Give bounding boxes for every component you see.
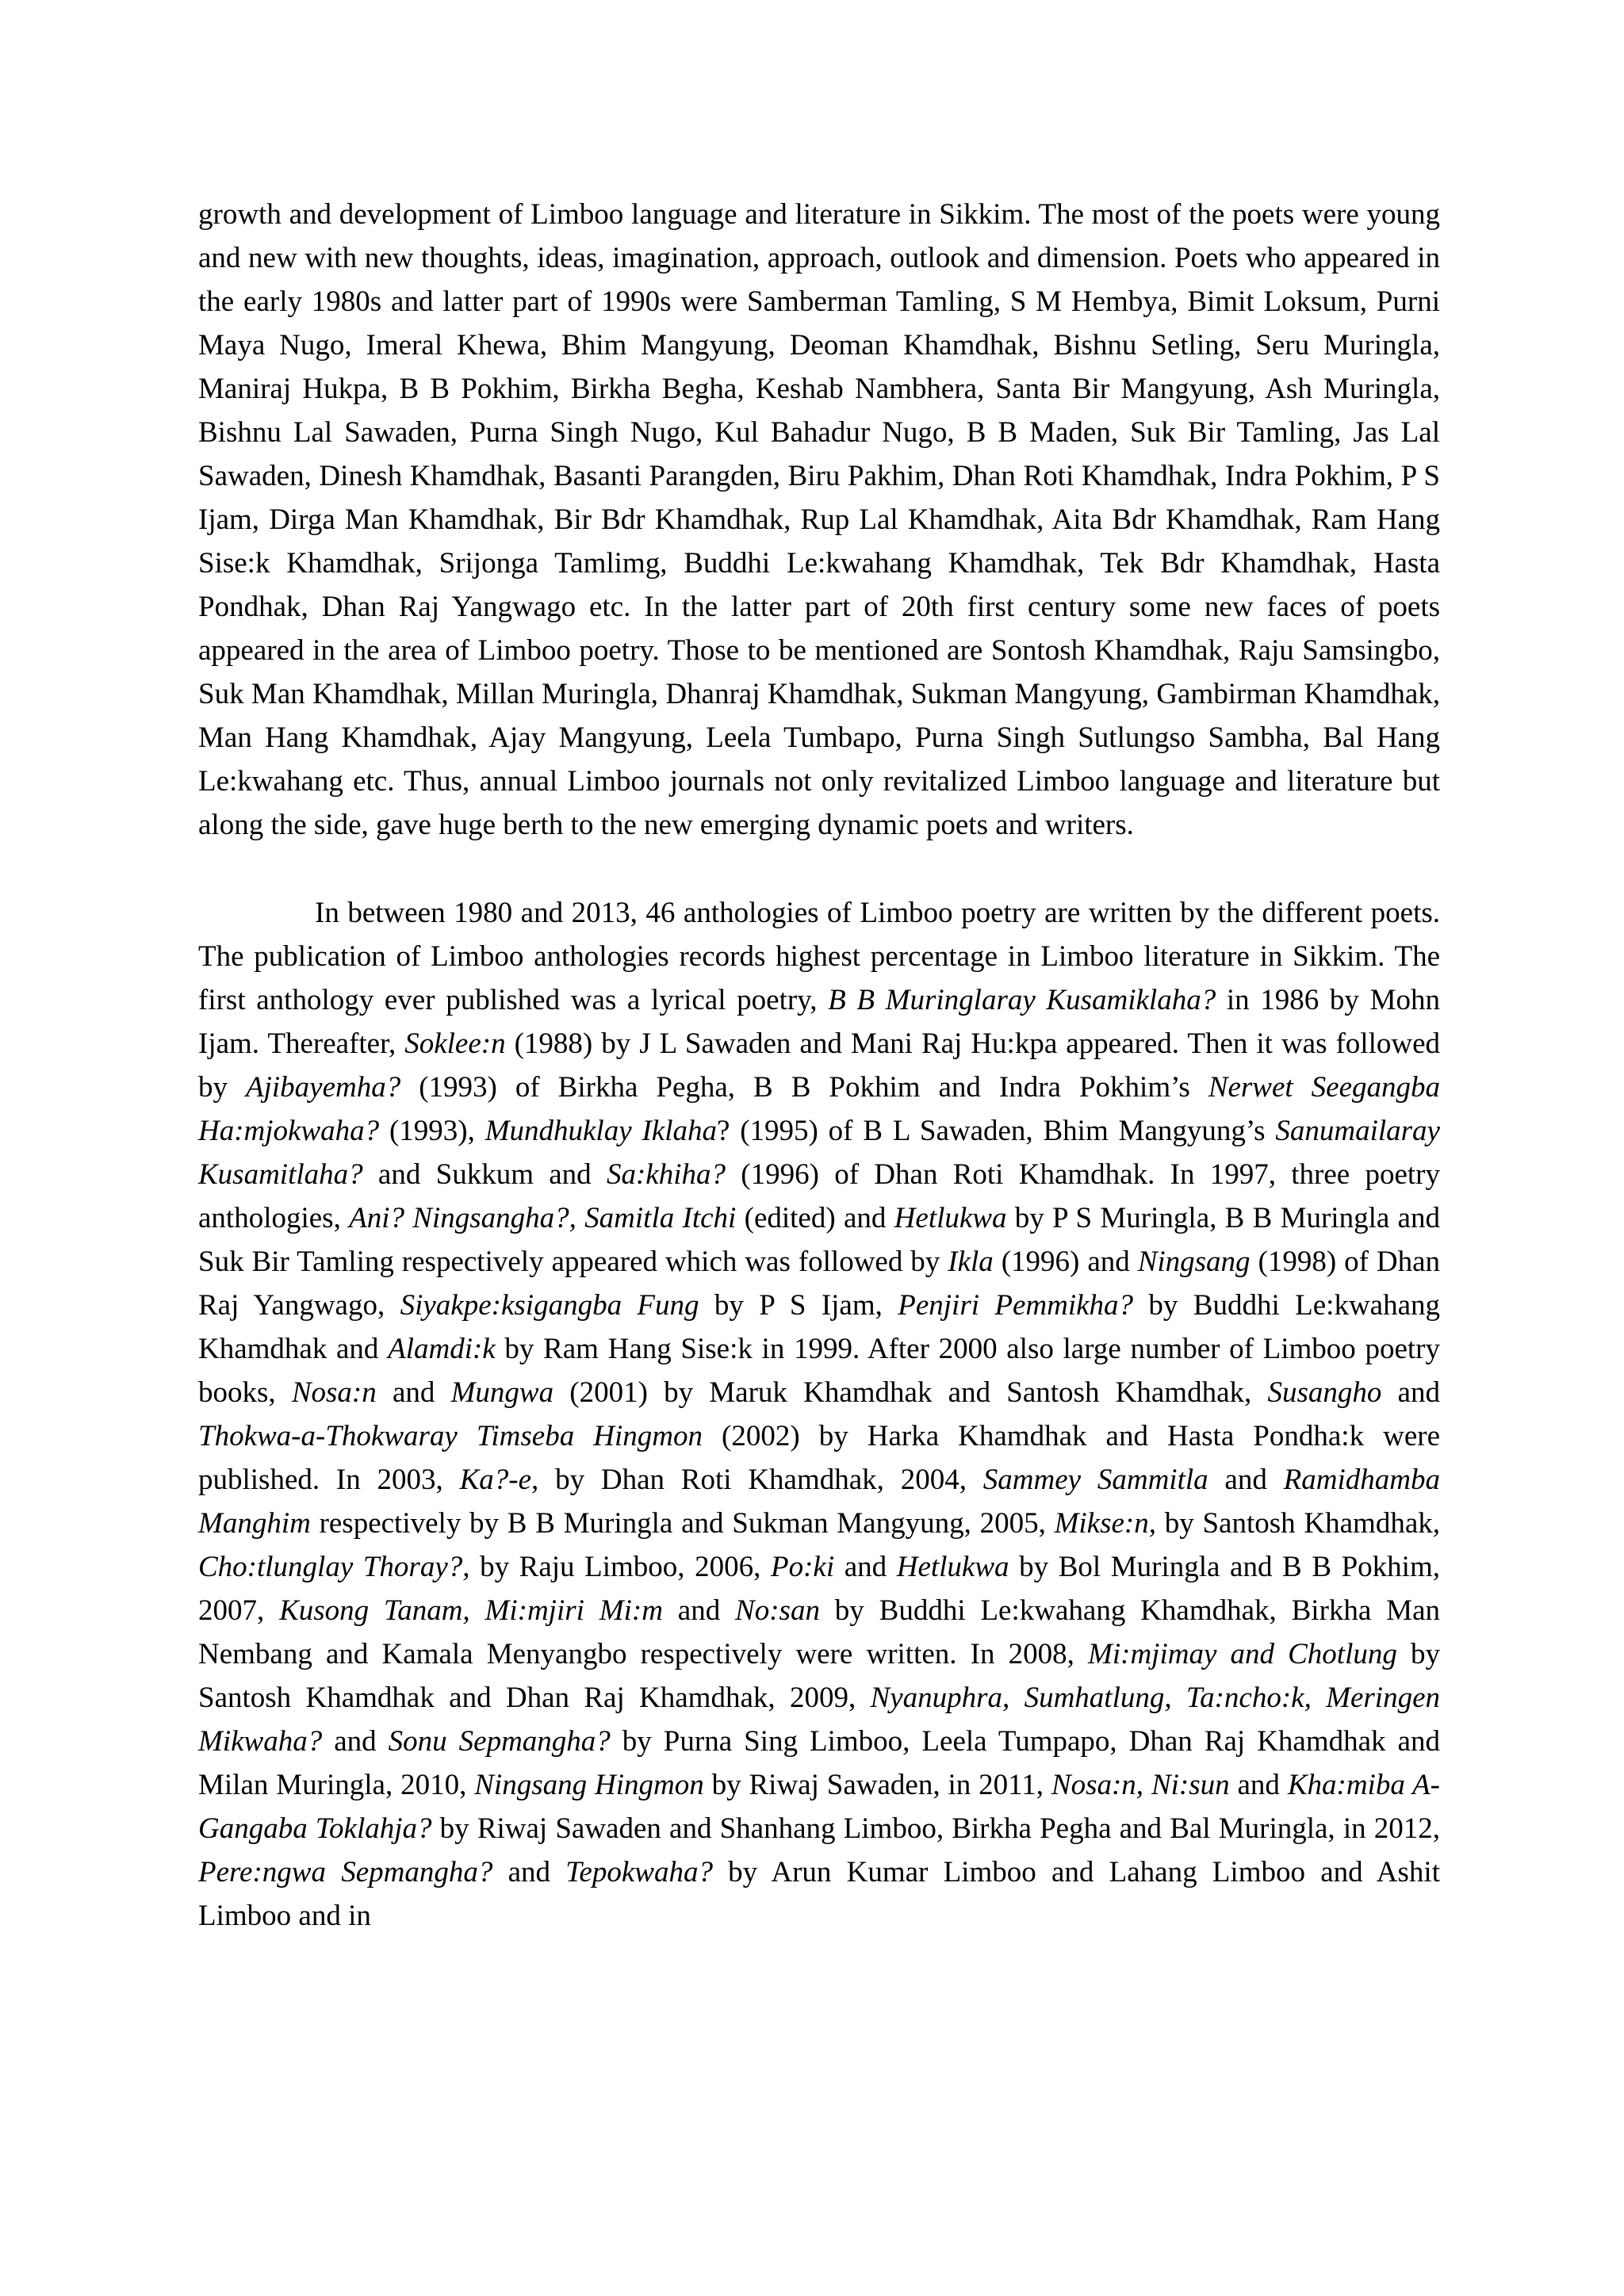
italic-title-text: Sanumailaray Kusamitlaha?: [198, 1115, 1440, 1191]
body-text: (2001) by Maruk Khamdhak and Santosh Khamdhak,: [553, 1376, 1268, 1409]
body-text: by P S Ijam,: [699, 1289, 898, 1322]
italic-title-text: , Cho:tlunglay Thoray?,: [198, 1507, 1440, 1583]
italic-title-text: Ramidhamba Manghim: [198, 1464, 1440, 1540]
italic-title-text: No:san: [735, 1594, 820, 1627]
body-text: growth and development of Limboo language and literature in Sikkim. The most of the poets were young and new with new thoughts, ideas, imagination, approach, outlook and dimension. Poets who appeared in the early 1980s and latter part of 1990s were Samberman Tamling, S M Hembya, Bimit Loksum, Purni Maya Nugo, Imeral Khewa, Bhim Mangyung, Deoman Khamdhak, Bishnu Setling, Seru Muringla, Maniraj Hukpa, B B Pokhim, Birkha Begha, Keshab Nambhera, Santa Bir Mangyung, Ash Muringla, Bishnu Lal Sawaden, Purna Singh Nugo, Kul Bahadur Nugo, B B Maden, Suk Bir Tamling, Jas Lal Sawaden, Dinesh Khamdhak, Basanti Parangden, Biru Pakhim, Dhan Roti Khamdhak, Indra Pokhim, P S Ijam, Dirga Man Khamdhak, Bir Bdr Khamdhak, Rup Lal Khamdhak, Aita Bdr Khamdhak, Ram Hang Sise:k Khamdhak, Srijonga Tamlimg, Buddhi Le:kwahang Khamdhak, Tek Bdr Khamdhak, Hasta Pondhak, Dhan Raj Yangwago etc. In the latter part of 20th first century some new faces of poets appeared in the area of Limboo poetry. Those to be mentioned are Sontosh Khamdhak, Raju Samsingbo, Suk Man Khamdhak, Millan Muringla, Dhanraj Khamdhak, Sukman Mangyung, Gambirman Khamdhak, Man Hang Khamdhak, Ajay Mangyung, Leela Tumbapo, Purna Singh Sutlungso Sambha, Bal Hang Le:kwahang etc. Thus, annual Limboo journals not only revitalized Limboo language and literature but along the side, gave huge berth to the new emerging dynamic poets and writers.: [198, 198, 1440, 841]
italic-title-text: Kha:miba A-Gangaba Toklahja?: [198, 1769, 1440, 1845]
body-text: ? (1995) of B L Sawaden, Bhim Mangyung’s: [716, 1115, 1276, 1147]
document-page: [198, 193, 1440, 1938]
body-text: and: [322, 1725, 389, 1758]
italic-title-text: Nyanuphra, Sumhatlung, Ta:ncho:k, Meringen Mikwaha?: [198, 1682, 1440, 1758]
paragraph-anthologies: [198, 891, 1440, 1938]
body-text: by Ram Hang Sise:k in 1999. After 2000 also large number of Limboo poetry books,: [198, 1333, 1440, 1409]
italic-title-text: Nosa:n, Ni:sun: [1051, 1769, 1230, 1801]
italic-title-text: Soklee:n: [404, 1027, 506, 1060]
italic-title-text: Tepokwaha?: [565, 1856, 713, 1888]
italic-title-text: Kusong Tanam, Mi:mjiri Mi:m: [279, 1594, 663, 1627]
body-text: by P S Muringla, B B Muringla and Suk Bir Tamling respectively appeared which was followed by: [198, 1202, 1440, 1278]
body-text: by Arun Kumar Limboo and Lahang Limboo and Ashit Limboo and in: [198, 1856, 1440, 1932]
italic-title-text: Ikla: [948, 1246, 994, 1278]
body-text: by Buddhi Le:kwahang Khamdhak and: [198, 1289, 1441, 1365]
body-text: (1996) and: [993, 1246, 1138, 1278]
body-text: and: [1381, 1376, 1440, 1409]
italic-title-text: Nosa:n: [291, 1376, 377, 1409]
body-text: and Sukkum and: [362, 1158, 607, 1191]
italic-title-text: Siyakpe:ksigangba Fung: [400, 1289, 699, 1322]
body-text: by Raju Limboo, 2006,: [469, 1551, 771, 1583]
body-text: (edited) and: [736, 1202, 894, 1234]
italic-title-text: Alamdi:k: [388, 1333, 496, 1365]
italic-title-text: Ningsang Hingmon: [474, 1769, 704, 1801]
body-text: (1993) of Birkha Pegha, B B Pokhim and Indra Pokhim’s: [400, 1071, 1208, 1104]
italic-title-text: Po:ki: [770, 1551, 835, 1583]
body-text: and: [834, 1551, 897, 1583]
body-text: respectively by B B Muringla and Sukman Mangyung, 2005,: [310, 1507, 1055, 1540]
body-text: by Dhan Roti Khamdhak, 2004,: [538, 1464, 983, 1496]
body-text: (1993),: [379, 1115, 485, 1147]
italic-title-text: Hetlukwa: [896, 1551, 1009, 1583]
body-text: by Santosh Khamdhak and Dhan Raj Khamdhak, 2009,: [198, 1638, 1441, 1714]
italic-title-text: Sonu Sepmangha?: [388, 1725, 611, 1758]
italic-title-text: Thokwa-a-Thokwaray Timseba Hingmon: [198, 1420, 703, 1452]
italic-title-text: Ani? Ningsangha?, Samitla Itchi: [349, 1202, 737, 1234]
body-text: In between 1980 and 2013, 46 anthologies of Limboo poetry are written by the different poets. The publication of Limboo anthologies records highest percentage in Limboo literature in Sikkim. The first anthology ever published was a lyrical poetry,: [198, 897, 1440, 1016]
italic-title-text: B B Muringlaray Kusamiklaha?: [828, 984, 1216, 1016]
italic-title-text: Nerwet Seegangba Ha:mjokwaha?: [198, 1071, 1440, 1147]
body-text: by Riwaj Sawaden, in 2011,: [703, 1769, 1051, 1801]
body-text: and: [1208, 1464, 1284, 1496]
italic-title-text: Mikse:n,: [1054, 1507, 1156, 1540]
body-text: (1996) of Dhan Roti Khamdhak. In 1997, three poetry anthologies,: [198, 1158, 1441, 1234]
body-text: by Bol Muringla and B B Pokhim, 2007,: [198, 1551, 1440, 1627]
body-text: in 1986 by Mohn Ijam. Thereafter,: [198, 984, 1440, 1060]
body-text: by Riwaj Sawaden and Shanhang Limboo, Birkha Pegha and Bal Muringla, in 2012,: [431, 1812, 1440, 1845]
body-text: (1988) by J L Sawaden and Mani Raj Hu:kpa appeared. Then it was followed by: [198, 1027, 1441, 1104]
italic-title-text: Mungwa: [450, 1376, 554, 1409]
body-text: by Purna Sing Limboo, Leela Tumpapo, Dhan Raj Khamdhak and Milan Muringla, 2010,: [198, 1725, 1440, 1801]
italic-title-text: Mi:mjimay and Chotlung: [1088, 1638, 1397, 1670]
body-text: (2002) by Harka Khamdhak and Hasta Pondha:k were published. In 2003,: [198, 1420, 1440, 1496]
body-text: and: [376, 1376, 451, 1409]
italic-title-text: Susangho: [1267, 1376, 1382, 1409]
body-text: by Santosh Khamdhak: [1156, 1507, 1433, 1540]
italic-title-text: Pere:ngwa Sepmangha?: [198, 1856, 493, 1888]
italic-title-text: Mundhuklay Iklaha: [485, 1115, 717, 1147]
italic-title-text: Ningsang: [1137, 1246, 1251, 1278]
body-text: and: [492, 1856, 566, 1888]
italic-title-text: Ajibayemha?: [246, 1071, 401, 1104]
italic-title-text: Hetlukwa: [894, 1202, 1007, 1234]
italic-title-text: Ka?-e,: [459, 1464, 539, 1496]
italic-title-text: Penjiri Pemmikha?: [898, 1289, 1134, 1322]
body-text: by Buddhi Le:kwahang Khamdhak, Birkha Man Nembang and Kamala Menyangbo respectively were written. In 2008,: [198, 1594, 1440, 1670]
body-text: (1998) of Dhan Raj Yangwago,: [198, 1246, 1440, 1322]
paragraph-poets-list: [198, 193, 1440, 847]
italic-title-text: Sa:khiha?: [606, 1158, 726, 1191]
body-text: and: [662, 1594, 736, 1627]
body-text: and: [1229, 1769, 1288, 1801]
italic-title-text: Sammey Sammitla: [982, 1464, 1208, 1496]
